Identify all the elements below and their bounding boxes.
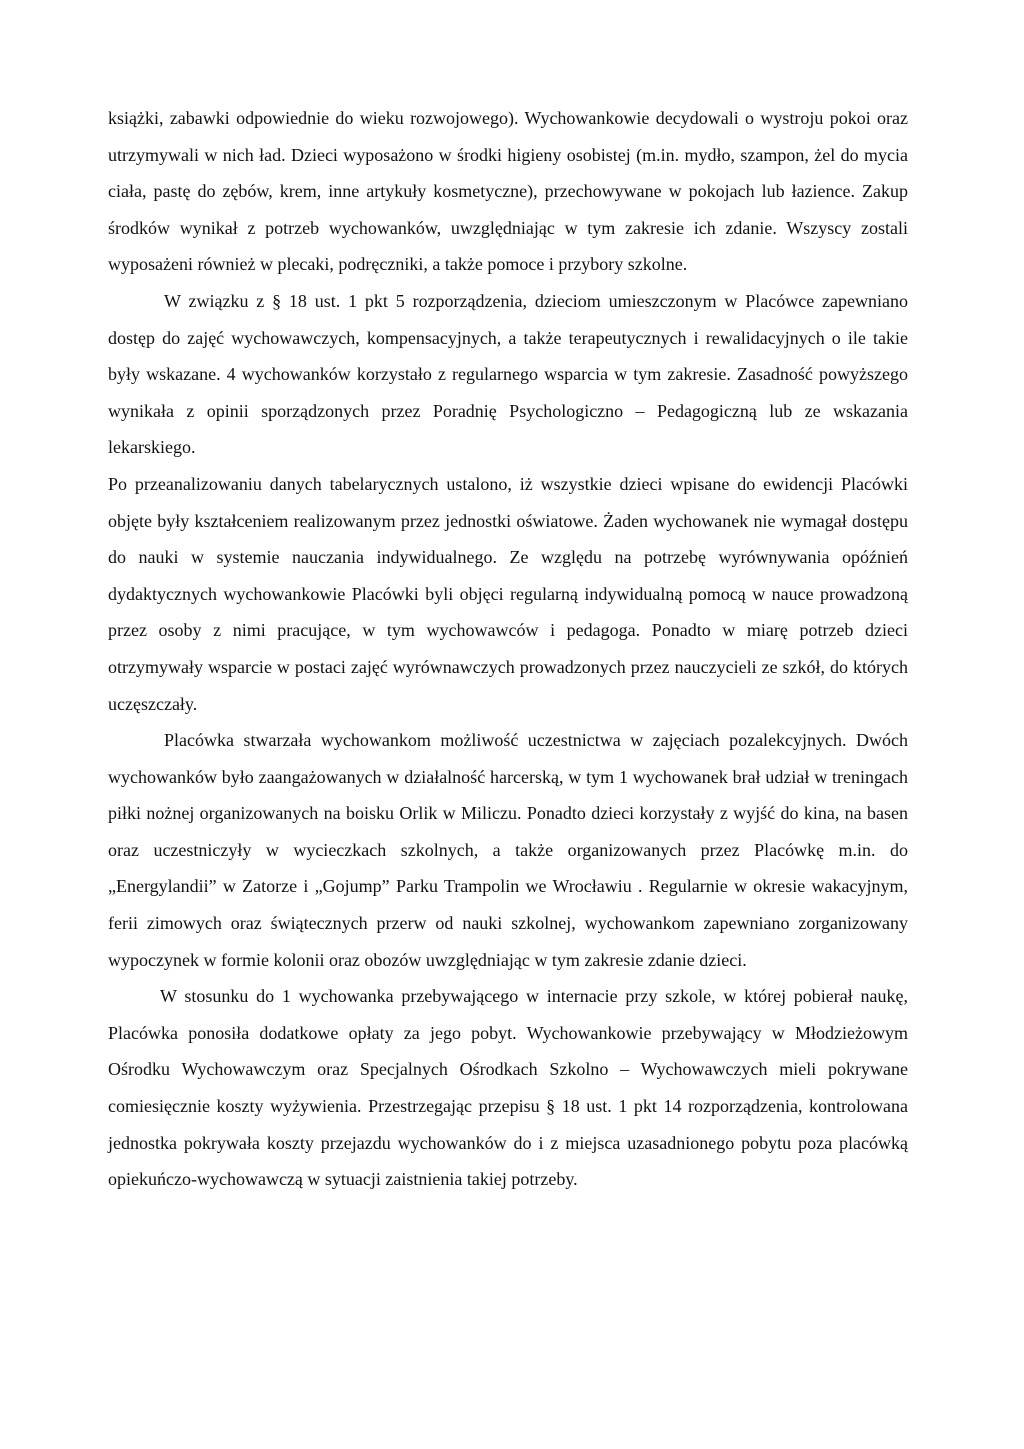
paragraph-education: Po przeanalizowaniu danych tabelarycznych ustalono, iż wszystkie dzieci wpisane do ewidencji Placówki objęte były kształceniem realizowanym przez jednostki oświatowe. Żaden wychowanek nie wymagał dostępu do nauki w systemie nauczania indywidualnego. Ze względu na potrzebę wyrównywania opóźnień dydaktycznych wychowankowie Placówki byli objęci regularną indywidualną pomocą w nauce prowadzoną przez osoby z nimi pracujące, w tym wychowawców i pedagoga. Ponadto w miarę potrzeb dzieci otrzymywały wsparcie w postaci zajęć wyrównawczych prowadzonych przez nauczycieli ze szkół, do których uczęszczały. (108, 473, 908, 714)
paragraph-personal-items: książki, zabawki odpowiednie do wieku rozwojowego). Wychowankowie decydowali o wystroju pokoi oraz utrzymywali w nich ład. Dzieci wyposażono w środki higieny osobistej (m.in. mydło, szampon, żel do mycia ciała, pastę do zębów, krem, inne artykuły kosmetyczne), przechowywane w pokojach lub łazience. Zakup środków wynikał z potrzeb wychowanków, uwzględniając w tym zakresie ich zdanie. Wszyscy zostali wyposażeni również w plecaki, podręczniki, a także pomoce i przybory szkolne. (108, 108, 908, 275)
document-page (108, 100, 908, 1198)
paragraph-therapeutic-classes: W związku z § 18 ust. 1 pkt 5 rozporządzenia, dzieciom umieszczonym w Placówce zapewniano dostęp do zajęć wychowawczych, kompensacyjnych, a także terapeutycznych i rewalidacyjnych o ile takie były wskazane. 4 wychowanków korzystało z regularnego wsparcia w tym zakresie. Zasadność powyższego wynikała z opinii sporządzonych przez Poradnię Psychologiczno – Pedagogiczną lub ze wskazania lekarskiego. (108, 290, 908, 458)
paragraph-extracurricular: Placówka stwarzała wychowankom możliwość uczestnictwa w zajęciach pozalekcyjnych. Dwóch wychowanków było zaangażowanych w działalność harcerską, w tym 1 wychowanek brał udział w treningach piłki nożnej organizowanych na boisku Orlik w Miliczu. Ponadto dzieci korzystały z wyjść do kina, na basen oraz uczestniczyły w wycieczkach szkolnych, a także organizowanych przez Placówkę m.in. do „Energylandii” w Zatorze i „Gojump” Parku Trampolin we Wrocławiu . Regularnie w okresie wakacyjnym, ferii zimowych oraz świątecznych przerw od nauki szkolnej, wychowankom zapewniano zorganizowany wypoczynek w formie kolonii oraz obozów uwzględniając w tym zakresie zdanie dzieci. (108, 730, 908, 970)
paragraph-boarding-costs: W stosunku do 1 wychowanka przebywającego w internacie przy szkole, w której pobierał naukę, Placówka ponosiła dodatkowe opłaty za jego pobyt. Wychowankowie przebywający w Młodzieżowym Ośrodku Wychowawczym oraz Specjalnych Ośrodkach Szkolno – Wychowawczych mieli pokrywane comiesięcznie koszty wyżywienia. Przestrzegając przepisu § 18 ust. 1 pkt 14 rozporządzenia, kontrolowana jednostka pokrywała koszty przejazdu wychowanków do i z miejsca uzasadnionego pobytu poza placówką opiekuńczo-wychowawczą w sytuacji zaistnienia takiej potrzeby. (108, 986, 908, 1190)
